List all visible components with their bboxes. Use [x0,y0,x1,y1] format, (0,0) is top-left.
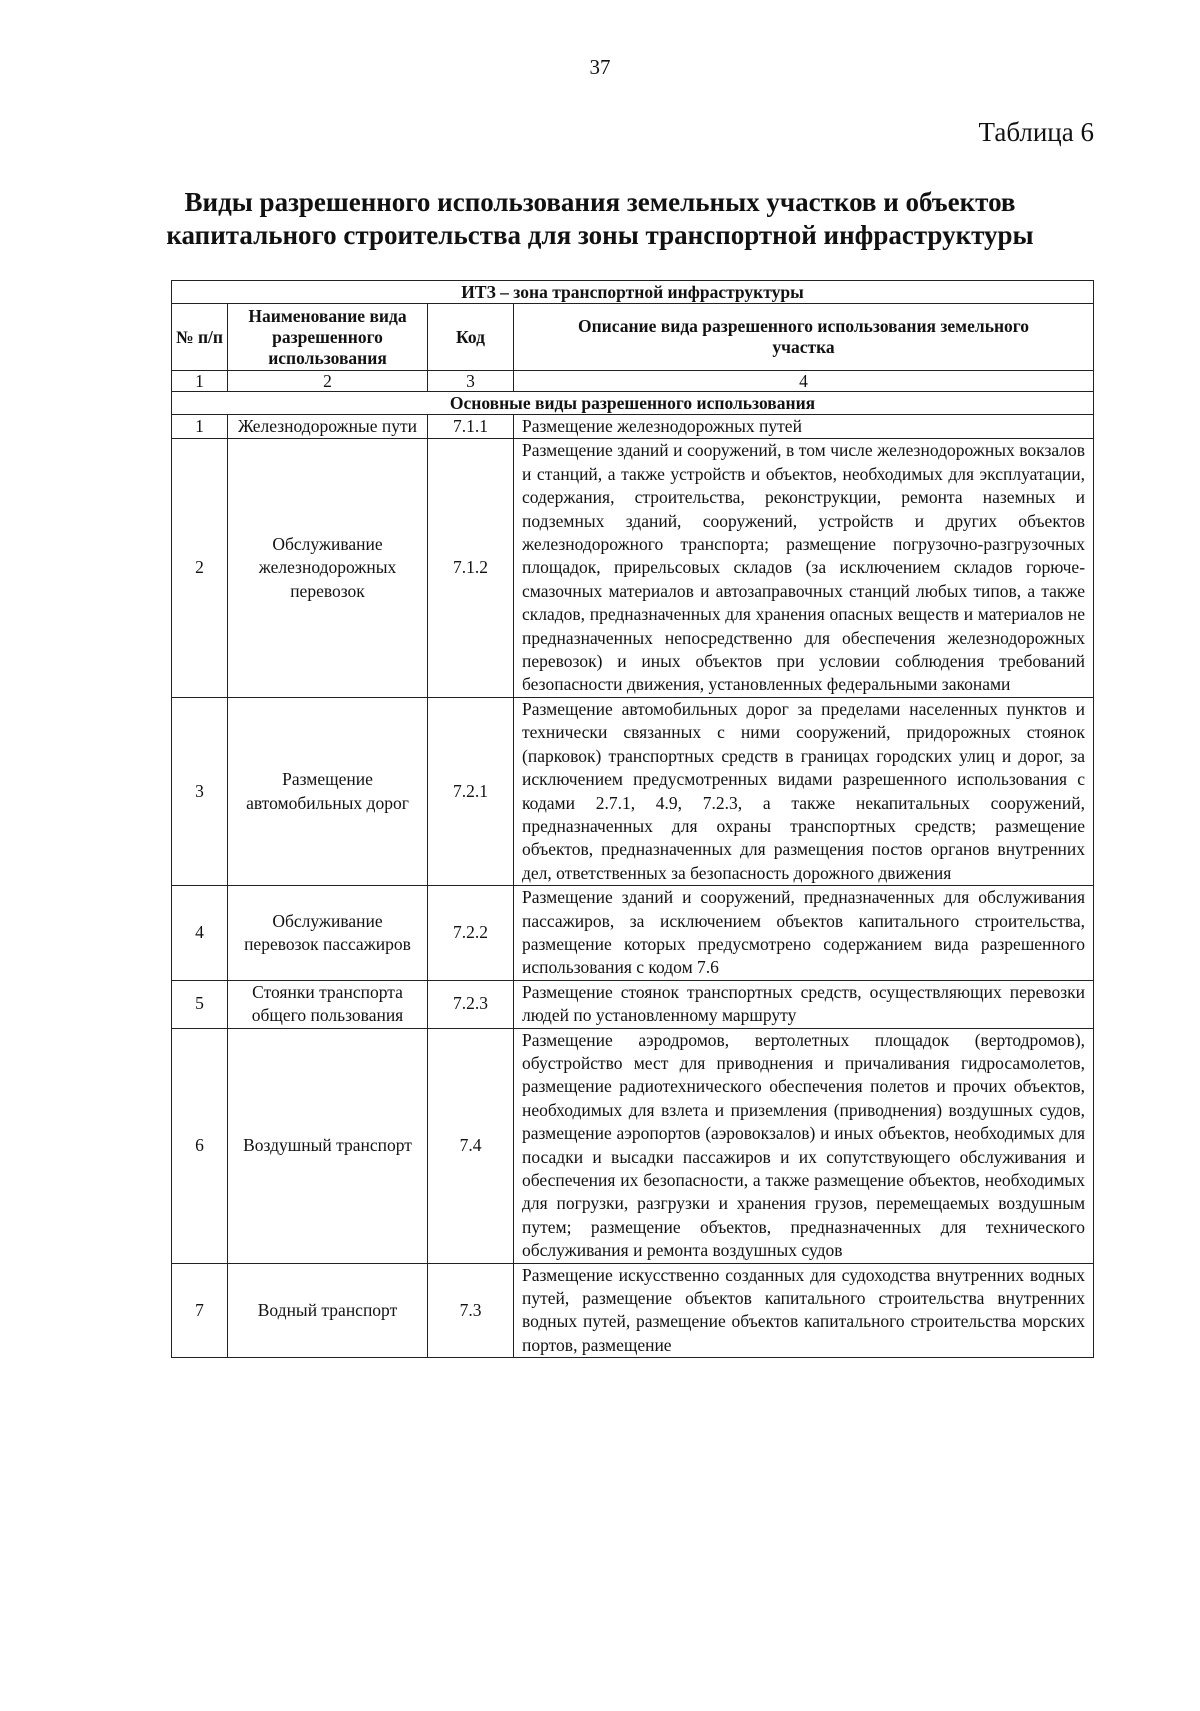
row-name: Обслуживание железнодорожных перевозок [228,439,428,697]
row-num: 6 [172,1028,228,1263]
col-header-desc: Описание вида разрешенного использования земельного участка [514,304,1094,371]
table-row [172,697,1094,885]
row-desc: Размещение аэродромов, вертолетных площадок (вертодромов), обустройство мест для приводнения и причаливания гидросамолетов, размещение радиотехнического обеспечения полетов и прочих объектов, необходимых для взлета и приземления (приводнения) воздушных судов, размещение аэропортов (аэровокзалов) и иных объектов, необходимых для посадки и высадки пассажиров и их сопутствующего обслуживания и обеспечения их безопасности, а также размещение объектов, необходимых для погрузки, разгрузки и хранения грузов, перемещаемых воздушным путем; размещение объектов, предназначенных для технического обслуживания и ремонта воздушных судов [514,1028,1094,1263]
row-desc: Размещение зданий и сооружений, в том числе железнодорожных вокзалов и станций, а также устройств и объектов, необходимых для эксплуатации, содержания, строительства, реконструкции, ремонта наземных и подземных зданий, сооружений, устройств и других объектов железнодорожного транспорта; размещение погрузочно-разгрузочных площадок, прирельсовых складов (за исключением складов горюче-смазочных материалов и автозаправочных станций любых типов, а также складов, предназначенных для хранения опасных веществ и материалов не предназначенных непосредственно для обеспечения железнодорожных перевозок) и иных объектов при условии соблюдения требований безопасности движения, установленных федеральными законами [514,439,1094,697]
zone-header-row [172,281,1094,304]
row-code: 7.1.2 [428,439,514,697]
column-header-row [172,304,1094,371]
row-code: 7.2.2 [428,886,514,981]
row-name: Обслуживание перевозок пассажиров [228,886,428,981]
row-name: Воздушный транспорт [228,1028,428,1263]
zone-header: ИТЗ – зона транспортной инфраструктуры [172,281,1094,304]
table-row [172,415,1094,439]
title-line-1: Виды разрешенного использования земельных участков и объектов [184,187,1016,217]
table-row [172,980,1094,1028]
row-num: 7 [172,1263,228,1358]
row-desc: Размещение искусственно созданных для судоходства внутренних водных путей, размещение объектов капитального строительства внутренних водных путей, размещение объектов капитального строительства морских портов, размещение [514,1263,1094,1358]
row-num: 1 [172,415,228,439]
table-row [172,439,1094,697]
row-desc: Размещение автомобильных дорог за пределами населенных пунктов и технически связанных с ними сооружений, придорожных стоянок (парковок) транспортных средств в границах городских улиц и дорог, за исключением предусмотренных видами разрешенного использования с кодами 2.7.1, 4.9, 7.2.3, а также некапитальных сооружений, предназначенных для охраны транспортных средств; размещение объектов, предназначенных для размещения постов органов внутренних дел, ответственных за безопасность дорожного движения [514,697,1094,885]
col-number: 2 [228,371,428,392]
row-num: 4 [172,886,228,981]
table-label: Таблица 6 [978,117,1094,147]
table-row [172,1028,1094,1263]
row-code: 7.2.1 [428,697,514,885]
col-number: 3 [428,371,514,392]
row-code: 7.3 [428,1263,514,1358]
row-desc: Размещение стоянок транспортных средств, осуществляющих перевозки людей по установленному маршруту [514,980,1094,1028]
section-row [172,392,1094,415]
table-row [172,1263,1094,1358]
col-header-code: Код [428,304,514,371]
row-name: Размещение автомобильных дорог [228,697,428,885]
col-number: 1 [172,371,228,392]
document-title [100,186,1100,252]
title-line-2: капитального строительства для зоны транспортной инфраструктуры [166,220,1034,250]
row-num: 5 [172,980,228,1028]
row-name: Стоянки транспорта общего пользования [228,980,428,1028]
row-desc: Размещение железнодорожных путей [514,415,1094,439]
row-num: 2 [172,439,228,697]
col-header-name: Наименование вида разрешенного использования [228,304,428,371]
row-code: 7.4 [428,1028,514,1263]
row-desc: Размещение зданий и сооружений, предназначенных для обслуживания пассажиров, за исключением объектов капитального строительства, размещение которых предусмотрено содержанием вида разрешенного использования с кодом 7.6 [514,886,1094,981]
row-num: 3 [172,697,228,885]
section-title: Основные виды разрешенного использования [172,392,1094,415]
col-header-num: № п/п [172,304,228,371]
land-use-table [171,280,1094,1358]
row-code: 7.1.1 [428,415,514,439]
column-number-row [172,371,1094,392]
col-number: 4 [514,371,1094,392]
row-name: Водный транспорт [228,1263,428,1358]
row-name: Железнодорожные пути [228,415,428,439]
table-row [172,886,1094,981]
page-number: 37 [589,55,611,79]
row-code: 7.2.3 [428,980,514,1028]
